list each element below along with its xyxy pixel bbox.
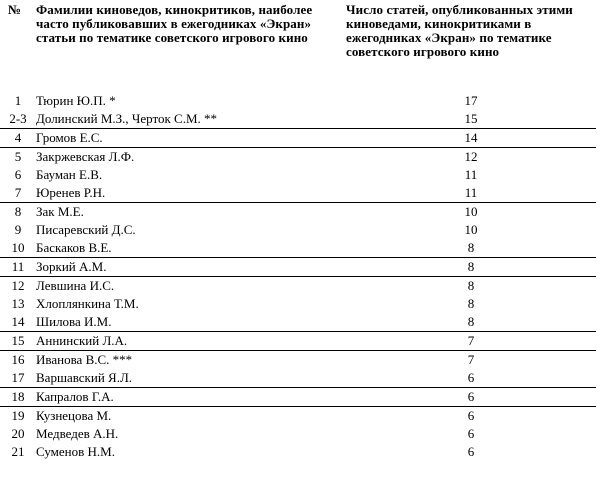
- row-name: Шилова И.М.: [36, 314, 112, 329]
- row-spacer: [501, 203, 596, 222]
- row-spacer: [501, 313, 596, 332]
- row-name: Тюрин Ю.П. *: [36, 93, 116, 108]
- row-count: 17: [464, 93, 478, 108]
- table-row: [0, 148, 596, 167]
- table-row: [0, 92, 596, 110]
- row-number: 18: [0, 388, 36, 407]
- row-name: Баскаков В.Е.: [36, 240, 112, 255]
- row-name: Зоркий А.М.: [36, 258, 441, 277]
- row-count: 8: [467, 296, 475, 311]
- row-spacer: [501, 332, 596, 351]
- row-count: 6: [467, 370, 475, 385]
- row-spacer: [501, 239, 596, 258]
- row-number: 2-3: [9, 111, 27, 126]
- table-row: [0, 407, 596, 426]
- row-name: Долинский М.З., Черток С.М. **: [36, 111, 218, 126]
- table-row: [0, 425, 596, 443]
- table-row: [0, 203, 596, 222]
- row-number: 4: [0, 129, 36, 148]
- table-row: [0, 369, 596, 388]
- row-number: 17: [11, 370, 25, 385]
- table-row: [0, 388, 596, 407]
- row-name: Капралов Г.А.: [36, 388, 441, 407]
- row-number: 8: [0, 203, 36, 222]
- critics-table-body: [0, 92, 596, 461]
- row-number: 9: [14, 222, 22, 237]
- row-count: 8: [467, 240, 475, 255]
- table-row: [0, 110, 596, 129]
- row-number: 12: [0, 277, 36, 296]
- row-spacer: [501, 295, 596, 313]
- header-number: №: [8, 2, 22, 17]
- row-name: Писаревский Д.С.: [36, 222, 136, 237]
- row-spacer: [501, 184, 596, 203]
- table-row: [0, 277, 596, 296]
- row-name: Суменов Н.М.: [36, 444, 115, 459]
- row-number: 5: [0, 148, 36, 167]
- row-number: 21: [11, 444, 25, 459]
- row-number: 6: [14, 167, 22, 182]
- row-count: 12: [441, 148, 501, 167]
- row-count: 8: [441, 277, 501, 296]
- header-names: Фамилии киноведов, кинокритиков, наиболее часто публиковавших в ежегодниках «Экран» статьи по тематике советского игрового кино: [36, 2, 313, 45]
- row-count: 11: [464, 185, 478, 200]
- row-count: 6: [467, 426, 475, 441]
- row-count: 14: [441, 129, 501, 148]
- table-row: [0, 166, 596, 184]
- table-row: [0, 351, 596, 370]
- row-name: Левшина И.С.: [36, 277, 441, 296]
- row-name: Медведев А.Н.: [36, 426, 119, 441]
- row-number: 13: [11, 296, 25, 311]
- row-name: Зак М.Е.: [36, 203, 441, 222]
- row-count: 6: [441, 407, 501, 426]
- row-spacer: [501, 258, 596, 277]
- row-spacer: [501, 110, 596, 129]
- row-name: Иванова В.С. ***: [36, 351, 441, 370]
- critics-table: [0, 92, 596, 461]
- row-count: 10: [441, 203, 501, 222]
- row-spacer: [501, 425, 596, 443]
- row-name: Хлоплянкина Т.М.: [36, 296, 139, 311]
- row-spacer: [501, 277, 596, 296]
- row-count: 8: [441, 258, 501, 277]
- row-number: 1: [14, 93, 22, 108]
- row-name: Юренев Р.Н.: [36, 185, 106, 200]
- row-count: 6: [467, 444, 475, 459]
- row-name: Закржевская Л.Ф.: [36, 148, 441, 167]
- row-count: 15: [464, 111, 478, 126]
- row-count: 10: [464, 222, 478, 237]
- row-name: Аннинский Л.А.: [36, 332, 441, 351]
- row-count: 6: [441, 388, 501, 407]
- row-spacer: [501, 129, 596, 148]
- row-number: 10: [11, 240, 25, 255]
- row-name: Бауман Е.В.: [36, 167, 103, 182]
- row-spacer: [501, 443, 596, 461]
- row-spacer: [501, 221, 596, 239]
- row-spacer: [501, 369, 596, 388]
- table-row: [0, 332, 596, 351]
- row-number: 20: [11, 426, 25, 441]
- table-row: [0, 313, 596, 332]
- row-number: 15: [0, 332, 36, 351]
- row-spacer: [501, 148, 596, 167]
- header-article-count: Число статей, опубликованных этими киноведами, кинокритиками в ежегодниках «Экран» по тематике советского игрового кино: [346, 2, 573, 59]
- table-row: [0, 184, 596, 203]
- table-row: [0, 295, 596, 313]
- row-count: 8: [467, 314, 475, 329]
- row-count: 7: [441, 332, 501, 351]
- row-number: 11: [0, 258, 36, 277]
- table-row: [0, 258, 596, 277]
- table-row: [0, 239, 596, 258]
- row-name: Громов Е.С.: [36, 129, 441, 148]
- row-number: 14: [11, 314, 25, 329]
- row-spacer: [501, 407, 596, 426]
- row-spacer: [501, 388, 596, 407]
- row-number: 7: [14, 185, 22, 200]
- row-spacer: [501, 92, 596, 110]
- row-spacer: [501, 166, 596, 184]
- table-row: [0, 221, 596, 239]
- row-spacer: [501, 351, 596, 370]
- row-name: Кузнецова М.: [36, 407, 441, 426]
- table-row: [0, 129, 596, 148]
- row-count: 7: [441, 351, 501, 370]
- row-number: 19: [0, 407, 36, 426]
- table-row: [0, 443, 596, 461]
- row-name: Варшавский Я.Л.: [36, 370, 133, 385]
- row-number: 16: [0, 351, 36, 370]
- row-count: 11: [464, 167, 478, 182]
